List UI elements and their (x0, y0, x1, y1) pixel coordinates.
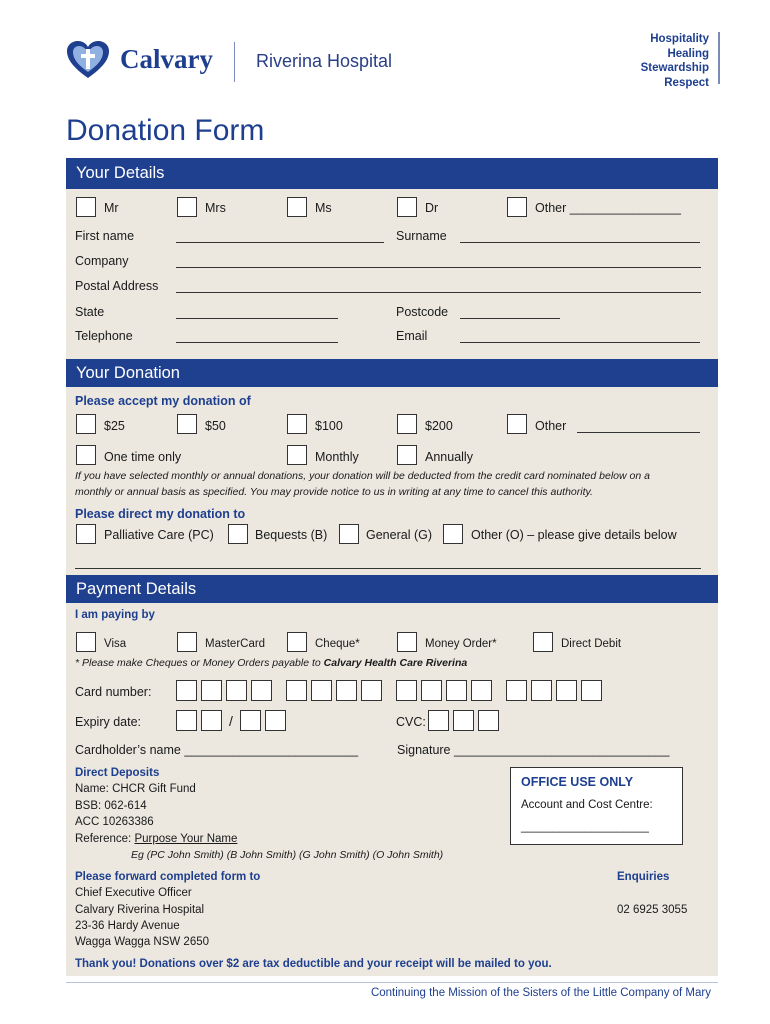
reference-value: Purpose Your Name (134, 833, 238, 845)
section-header-donation: Your Donation (66, 359, 718, 387)
expiry-separator: / (229, 713, 233, 729)
payment-method-label: MasterCard (205, 638, 266, 650)
office-account-blank: ____________________ (521, 821, 649, 833)
direction-label: Other (O) – please give details below (471, 528, 677, 542)
direction-label: General (G) (366, 528, 432, 542)
forward-heading: Please forward completed form to (75, 871, 261, 883)
office-use-heading: OFFICE USE ONLY (521, 775, 634, 789)
title-label: Dr (425, 201, 439, 215)
email-field[interactable] (460, 342, 700, 343)
forward-address-line: 23-36 Hardy Avenue (75, 920, 180, 932)
company-label: Company (75, 254, 129, 268)
recurring-note-line: If you have selected monthly or annual donations, your donation will be deducted from the credit card nominated below on a (75, 470, 650, 482)
donation-amount-label: Please accept my donation of (75, 394, 251, 408)
cvc-cell[interactable] (478, 710, 499, 731)
title-label: Ms (315, 201, 332, 215)
frequency-label: Monthly (315, 450, 359, 464)
direct-other-checkbox[interactable] (443, 524, 463, 544)
hospital-name: Riverina Hospital (256, 51, 393, 71)
enquiries-phone: 02 6925 3055 (617, 904, 688, 916)
payment-method-label: Visa (104, 638, 127, 650)
direct-general-checkbox[interactable] (339, 524, 359, 544)
amount-other-field[interactable] (577, 432, 700, 433)
deposit-bsb: BSB: 062-614 (75, 800, 147, 812)
reference-label: Reference: (75, 833, 135, 845)
office-account-label: Account and Cost Centre: (521, 799, 653, 811)
cardholder-name-field[interactable]: Cardholder’s name _________________________ (75, 743, 359, 757)
card-digit-cell[interactable] (286, 680, 307, 701)
amount-label: $50 (205, 419, 226, 433)
frequency-monthly-checkbox[interactable] (287, 445, 307, 465)
title-label: Other ________________ (535, 201, 681, 215)
recurring-note-line: monthly or annual basis as specified. You may provide notice to us in writing at any time to cancel this authority. (75, 486, 593, 498)
card-digit-cell[interactable] (336, 680, 357, 701)
values-bar (718, 32, 720, 84)
surname-label: Surname (396, 229, 447, 243)
direction-details-field[interactable] (75, 568, 701, 569)
card-digit-cell[interactable] (506, 680, 527, 701)
payment-method-label: Direct Debit (561, 638, 622, 650)
cheque-payee: Calvary Health Care Riverina (323, 657, 468, 669)
card-digit-cell[interactable] (446, 680, 467, 701)
postcode-field[interactable] (460, 318, 560, 319)
pay-money-order-checkbox[interactable] (397, 632, 417, 652)
frequency-annually-checkbox[interactable] (397, 445, 417, 465)
signature-field[interactable]: Signature _______________________________ (397, 743, 670, 757)
donation-direction-label: Please direct my donation to (75, 507, 246, 521)
postal-address-field[interactable] (176, 292, 701, 293)
amount-25-checkbox[interactable] (76, 414, 96, 434)
header-divider (234, 42, 235, 82)
amount-100-checkbox[interactable] (287, 414, 307, 434)
card-digit-cell[interactable] (226, 680, 247, 701)
first-name-field[interactable] (176, 242, 384, 243)
deposit-acc: ACC 10263386 (75, 816, 154, 828)
card-digit-cell[interactable] (176, 680, 197, 701)
page-title: Donation Form (66, 114, 265, 147)
cheque-note (75, 657, 467, 669)
state-field[interactable] (176, 318, 338, 319)
amount-label: $200 (425, 419, 453, 433)
amount-50-checkbox[interactable] (177, 414, 197, 434)
card-digit-cell[interactable] (311, 680, 332, 701)
direct-deposits-heading: Direct Deposits (75, 767, 160, 779)
title-mr-checkbox[interactable] (76, 197, 96, 217)
forward-address-line: Calvary Riverina Hospital (75, 904, 205, 916)
card-digit-cell[interactable] (531, 680, 552, 701)
cvc-label: CVC: (396, 715, 426, 729)
card-digit-cell[interactable] (421, 680, 442, 701)
frequency-one-time-checkbox[interactable] (76, 445, 96, 465)
telephone-label: Telephone (75, 329, 133, 343)
direction-label: Palliative Care (PC) (104, 528, 214, 542)
pay-visa-checkbox[interactable] (76, 632, 96, 652)
expiry-year-cell[interactable] (240, 710, 261, 731)
reference-example: Eg (PC John Smith) (B John Smith) (G John Smith) (O John Smith) (131, 849, 444, 861)
frequency-label: Annually (425, 450, 473, 464)
title-label: Mrs (205, 201, 226, 215)
paying-by-label: I am paying by (75, 609, 155, 621)
footer-mission: Continuing the Mission of the Sisters of the Little Company of Mary (370, 987, 711, 999)
enquiries-label: Enquiries (617, 871, 670, 883)
value-item: Stewardship (640, 62, 709, 74)
title-dr-checkbox[interactable] (397, 197, 417, 217)
values-list (641, 32, 709, 90)
postcode-label: Postcode (396, 305, 449, 319)
footer-rule (66, 982, 718, 983)
amount-label: $100 (315, 419, 343, 433)
brand-name: Calvary (120, 44, 213, 74)
amount-label: $25 (104, 419, 125, 433)
card-digit-cell[interactable] (581, 680, 602, 701)
telephone-field[interactable] (176, 342, 338, 343)
card-digit-cell[interactable] (251, 680, 272, 701)
frequency-label: One time only (104, 450, 182, 464)
expiry-month-cell[interactable] (176, 710, 197, 731)
forward-address-line: Wagga Wagga NSW 2650 (75, 936, 210, 948)
cvc-cell[interactable] (453, 710, 474, 731)
card-digit-cell[interactable] (471, 680, 492, 701)
email-label: Email (396, 329, 428, 343)
pay-cheque-checkbox[interactable] (287, 632, 307, 652)
title-ms-checkbox[interactable] (287, 197, 307, 217)
amount-label: Other (535, 419, 567, 433)
payment-method-label: Money Order* (425, 638, 497, 650)
state-label: State (75, 305, 105, 319)
amount-other-checkbox[interactable] (507, 414, 527, 434)
card-digit-cell[interactable] (556, 680, 577, 701)
value-item: Respect (664, 76, 709, 89)
forward-address-line: Chief Executive Officer (75, 887, 192, 899)
office-use-box (510, 767, 683, 845)
pay-mastercard-checkbox[interactable] (177, 632, 197, 652)
value-item: Healing (667, 47, 709, 60)
expiry-year-cell[interactable] (265, 710, 286, 731)
cheque-note-text: * Please make Cheques or Money Orders payable to (75, 657, 324, 669)
card-digit-cell[interactable] (201, 680, 222, 701)
section-header-payment: Payment Details (66, 575, 718, 603)
first-name-label: First name (75, 229, 135, 243)
value-item: Hospitality (650, 33, 709, 45)
thank-you-note: Thank you! Donations over $2 are tax deductible and your receipt will be mailed to you. (75, 958, 552, 970)
deposit-name: Name: CHCR Gift Fund (75, 783, 196, 795)
calvary-heart-icon (66, 40, 110, 80)
expiry-month-cell[interactable] (201, 710, 222, 731)
direct-bequests-checkbox[interactable] (228, 524, 248, 544)
title-label: Mr (104, 201, 119, 215)
card-digit-cell[interactable] (361, 680, 382, 701)
card-number-label: Card number: (75, 685, 152, 699)
company-field[interactable] (176, 267, 701, 268)
postal-address-label: Postal Address (75, 279, 159, 293)
pay-direct-debit-checkbox[interactable] (533, 632, 553, 652)
deposit-reference (75, 833, 237, 845)
amount-200-checkbox[interactable] (397, 414, 417, 434)
expiry-label: Expiry date: (75, 715, 142, 729)
direction-label: Bequests (B) (255, 528, 328, 542)
card-digit-cell[interactable] (396, 680, 417, 701)
title-other-checkbox[interactable] (507, 197, 527, 217)
cvc-cell[interactable] (428, 710, 449, 731)
section-header-details: Your Details (66, 158, 718, 189)
surname-field[interactable] (460, 242, 700, 243)
title-mrs-checkbox[interactable] (177, 197, 197, 217)
direct-pc-checkbox[interactable] (76, 524, 96, 544)
payment-method-label: Cheque* (315, 638, 360, 650)
